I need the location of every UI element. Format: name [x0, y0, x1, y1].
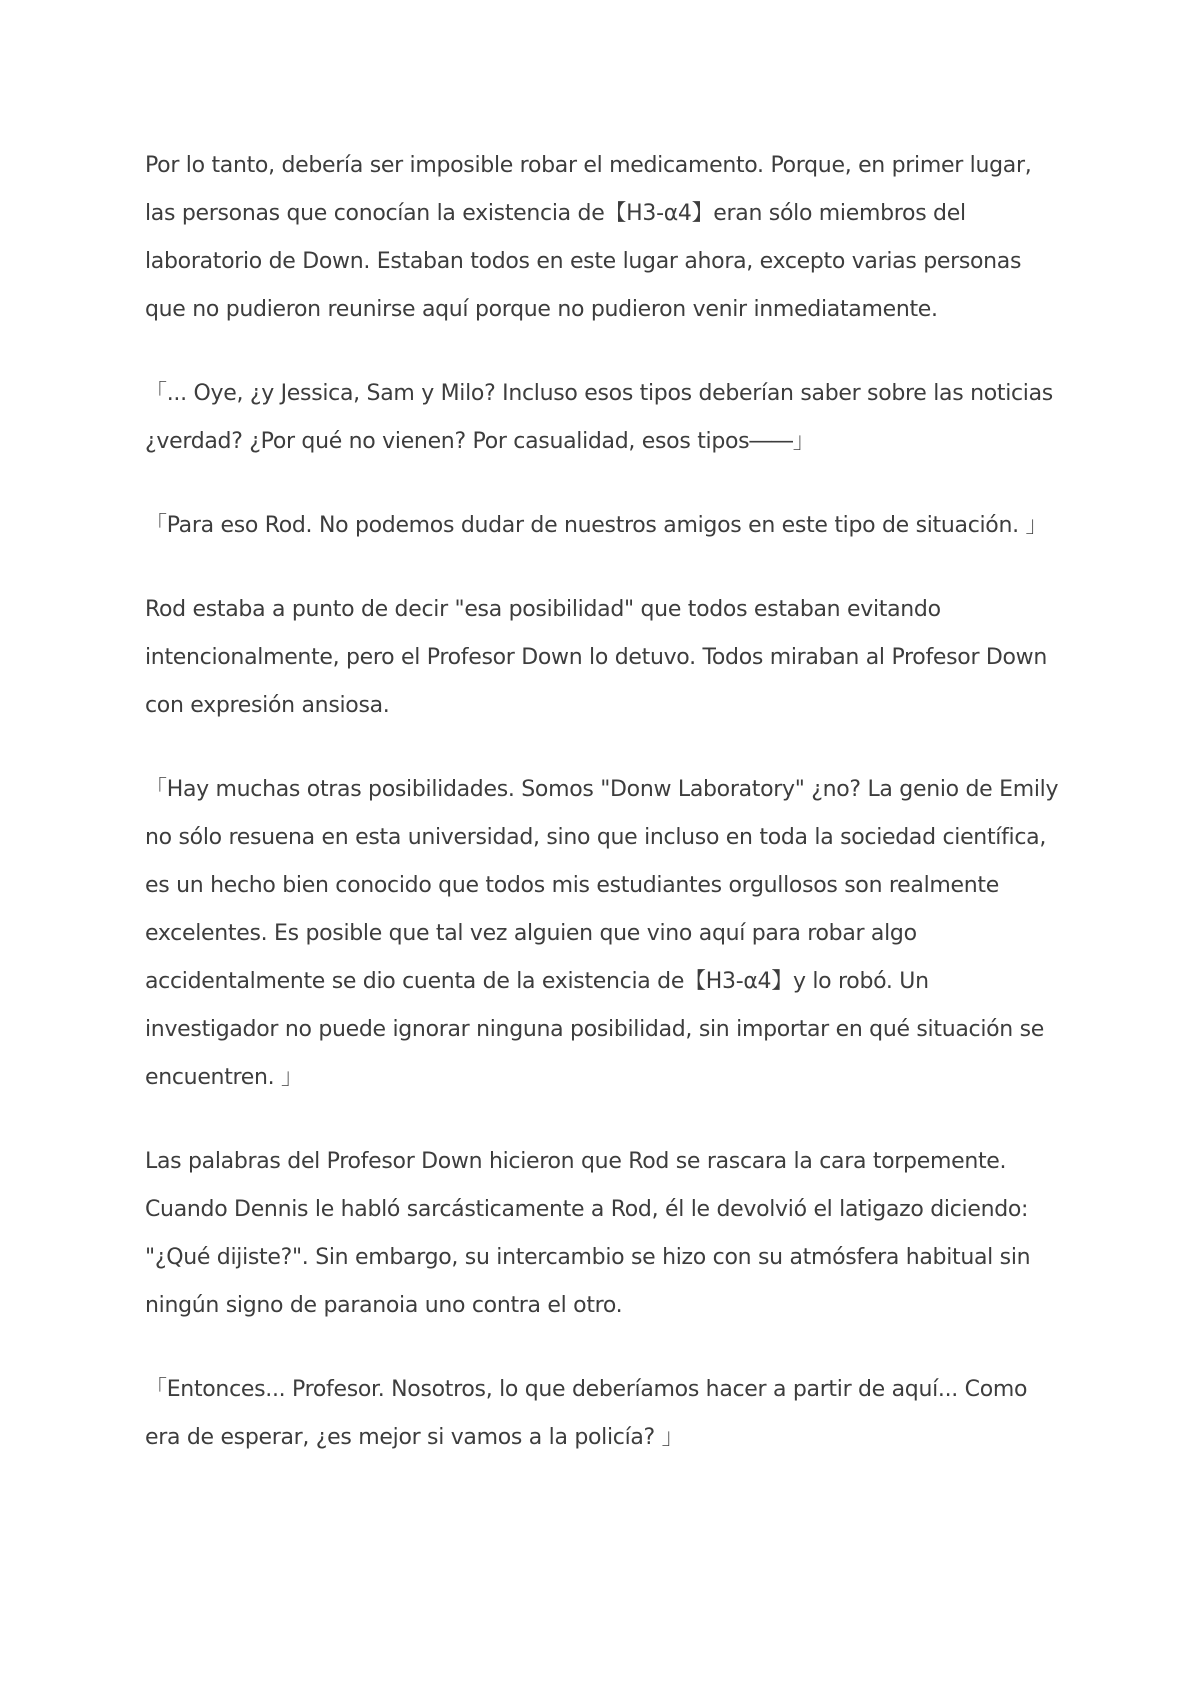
paragraph-4: Rod estaba a punto de decir "esa posibilidad" que todos estaban evitando intencionalmente, pero el Profesor Down lo detuvo. Todos miraban al Profesor Down con expresión ansiosa. [145, 597, 1048, 718]
paragraph-6: Las palabras del Profesor Down hicieron que Rod se rascara la cara torpemente. Cuando Dennis le habló sarcásticamente a Rod, él le devolvió el latigazo diciendo: "¿Qué dijiste?". Sin embargo, su intercambio se hizo con su atmósfera habitual sin ningún signo de paranoia uno contra el otro. [145, 1149, 1031, 1318]
paragraph-5: 「Hay muchas otras posibilidades. Somos "Donw Laboratory" ¿no? La genio de Emily no sólo resuena en esta universidad, sino que incluso en toda la sociedad científica, es un hecho bien conocido que todos mis estudiantes orgullosos son realmente excelentes. Es posible que tal vez alguien que vino aquí para robar algo accidentalmente se dio cuenta de la existencia de【H3-α4】y lo robó. Un investigador no puede ignorar ninguna posibilidad, sin importar en qué situación se encuentren. 」 [145, 777, 1059, 1090]
paragraph-2: 「... Oye, ¿y Jessica, Sam y Milo? Incluso esos tipos deberían saber sobre las noticias ¿verdad? ¿Por qué no vienen? Por casualidad, esos tipos――」 [145, 381, 1053, 454]
document-body [145, 142, 1065, 1498]
paragraph-1: Por lo tanto, debería ser imposible robar el medicamento. Porque, en primer lugar, las personas que conocían la existencia de【H3-α4】eran sólo miembros del laboratorio de Down. Estaban todos en este lugar ahora, excepto varias personas que no pudieron reunirse aquí porque no pudieron venir inmediatamente. [145, 153, 1032, 322]
paragraph-3: 「Para eso Rod. No podemos dudar de nuestros amigos en este tipo de situación. 」 [145, 513, 1048, 538]
paragraph-7: 「Entonces... Profesor. Nosotros, lo que deberíamos hacer a partir de aquí... Como era de esperar, ¿es mejor si vamos a la policía? 」 [145, 1377, 1028, 1450]
